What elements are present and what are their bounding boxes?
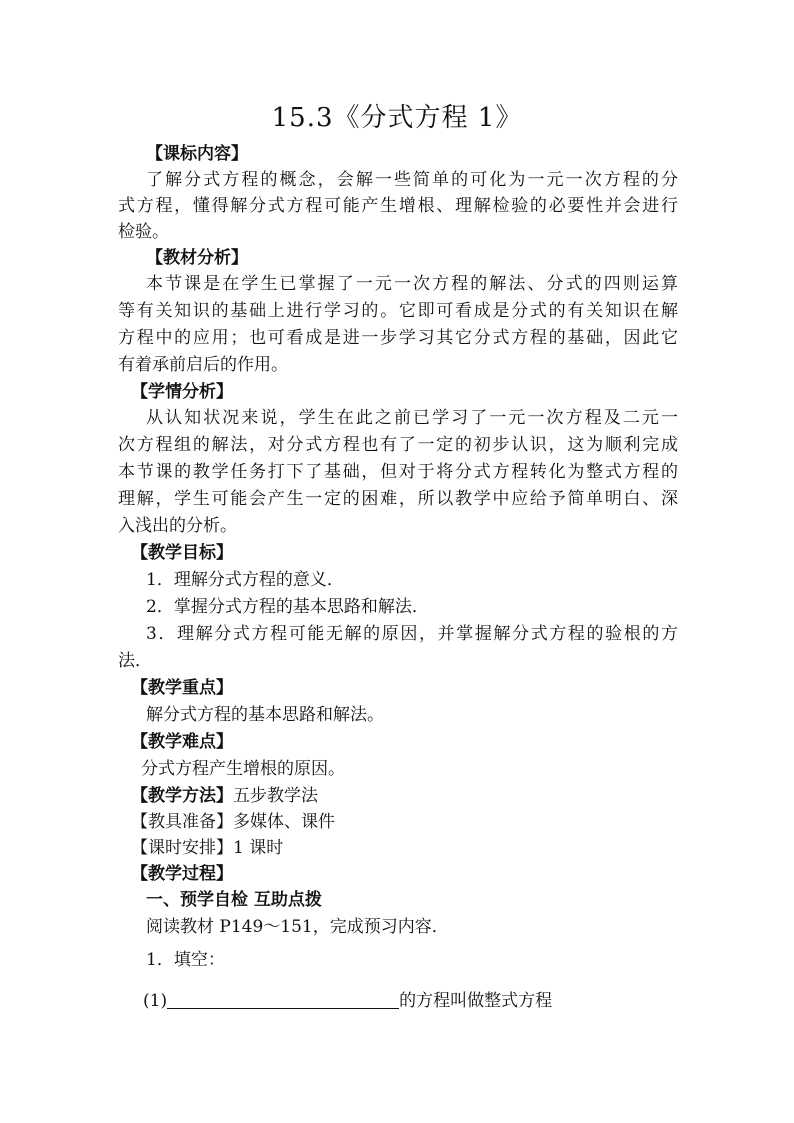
reading-instruction: 阅读教材 P149～151，完成预习内容． <box>146 917 449 937</box>
heading-material: 【教材分析】 <box>146 248 248 268</box>
goal-item: 1．理解分式方程的意义． <box>146 570 344 590</box>
tools-text: 多媒体、课件 <box>233 812 335 832</box>
goal-item: 2．掌握分式方程的基本思路和解法． <box>146 597 429 617</box>
goal-item: 3．理解分式方程可能无解的原因，并掌握解分式方程的验根的方 <box>146 624 678 644</box>
method-row <box>131 783 318 809</box>
answer-blank[interactable] <box>167 990 399 1009</box>
key-point-text: 解分式方程的基本思路和解法。 <box>146 705 384 725</box>
heading-difficulty: 【教学难点】 <box>131 732 233 752</box>
paragraph-line: 从认知状况来说，学生在此之前已学习了一元一次方程及二元一 <box>146 408 678 428</box>
paragraph-line: 了解分式方程的概念，会解一些简单的可化为一元一次方程的分 <box>146 170 678 190</box>
paragraph-line: 等有关知识的基础上进行学习的。它即可看成是分式的有关知识在解 <box>118 301 678 321</box>
schedule-row <box>131 835 283 861</box>
heading-goals: 【教学目标】 <box>131 543 233 563</box>
schedule-text: 1 课时 <box>233 838 284 858</box>
paragraph-line: 入浅出的分析。 <box>118 516 237 536</box>
heading-curriculum: 【课标内容】 <box>146 144 248 164</box>
paragraph-line: 检验。 <box>118 222 169 242</box>
question-1 <box>143 988 552 1014</box>
paragraph-line: 有着承前启后的作用。 <box>118 355 288 375</box>
heading-tools: 【教具准备】 <box>131 812 233 832</box>
question-1-number: (1) <box>143 991 168 1011</box>
paragraph-line: 本节课的教学任务打下了基础，但对于将分式方程转化为整式方程的 <box>118 462 678 482</box>
paragraph-line: 方程中的应用；也可看成是进一步学习其它分式方程的基础，因此它 <box>118 328 678 348</box>
difficulty-text: 分式方程产生增根的原因。 <box>141 759 345 779</box>
paragraph-line: 次方程组的解法，对分式方程也有了一定的初步认识，这为顺利完成 <box>118 435 678 455</box>
paragraph-line: 本节课是在学生已掌握了一元一次方程的解法、分式的四则运算 <box>146 274 678 294</box>
method-text: 五步教学法 <box>233 786 318 806</box>
fill-label: 1．填空： <box>146 950 225 970</box>
paragraph-line: 理解，学生可能会产生一定的困难，所以教学中应给予简单明白、深 <box>118 489 678 509</box>
paragraph-line: 式方程，懂得解分式方程可能产生增根、理解检验的必要性并会进行 <box>118 196 678 216</box>
tools-row <box>131 809 335 835</box>
heading-schedule: 【课时安排】 <box>131 838 233 858</box>
heading-method: 【教学方法】 <box>131 786 233 806</box>
heading-key-point: 【教学重点】 <box>131 678 233 698</box>
goal-item: 法． <box>118 651 152 671</box>
page-title: 15.3《分式方程 1》 <box>271 103 523 133</box>
section-subheading: 一、预学自检 互助点拨 <box>146 890 322 910</box>
question-1-text: 的方程叫做整式方程 <box>399 991 553 1011</box>
heading-process: 【教学过程】 <box>131 864 233 884</box>
heading-students: 【学情分析】 <box>131 382 233 402</box>
